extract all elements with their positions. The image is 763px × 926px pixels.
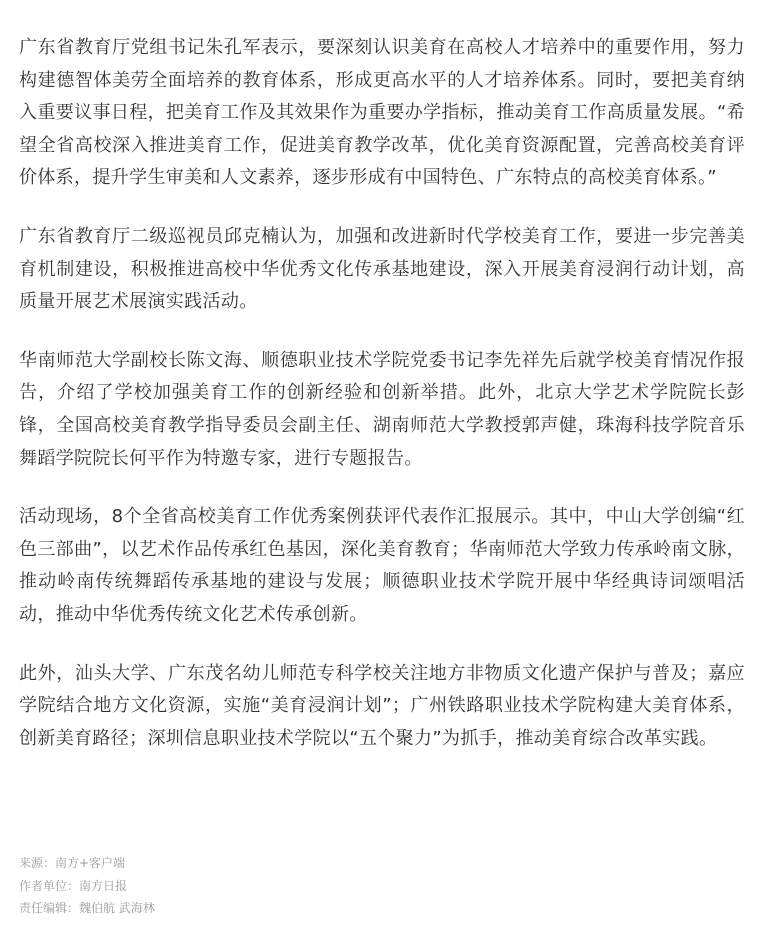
paragraph-2: 广东省教育厅二级巡视员邱克楠认为，加强和改进新时代学校美育工作，要进一步完善美育机制建设，积极推进高校中华优秀文化传承基地建设，深入开展美育浸润行动计划，高质量开展艺术展演实践活动。 bbox=[19, 225, 745, 313]
source-line: 来源：南方+客户端 bbox=[19, 856, 126, 870]
paragraph-3: 华南师范大学副校长陈文海、顺德职业技术学院党委书记李先祥先后就学校美育情况作报告，介绍了学校加强美育工作的创新经验和创新举措。此外，北京大学艺术学院院长彭锋，全国高校美育教学指导委员会副主任、湖南师范大学教授郭声健，珠海科技学院音乐舞蹈学院院长何平作为特邀专家，进行专题报告。 bbox=[19, 349, 745, 469]
editor-line: 责任编辑：魏伯航 武海林 bbox=[19, 901, 155, 915]
article-meta bbox=[19, 852, 155, 920]
paragraph-4: 活动现场，8个全省高校美育工作优秀案例获评代表作汇报展示。其中，中山大学创编“红色三部曲”，以艺术作品传承红色基因，深化美育教育；华南师范大学致力传承岭南文脉，推动岭南传统舞蹈传承基地的建设与发展；顺德职业技术学院开展中华经典诗词颂唱活动，推动中华优秀传统文化艺术传承创新。 bbox=[19, 506, 745, 625]
paragraph-5: 此外，汕头大学、广东茂名幼儿师范专科学校关注地方非物质文化遗产保护与普及；嘉应学院结合地方文化资源，实施“美育浸润计划”；广州铁路职业技术学院构建大美育体系，创新美育路径；深圳信息职业技术学院以“五个聚力”为抓手，推动美育综合改革实践。 bbox=[19, 662, 745, 749]
paragraph-1: 广东省教育厅党组书记朱孔军表示，要深刻认识美育在高校人才培养中的重要作用，努力构建德智体美劳全面培养的教育体系，形成更高水平的人才培养体系。同时，要把美育纳入重要议事日程，把美育工作及其效果作为重要办学指标，推动美育工作高质量发展。“希望全省高校深入推进美育工作，促进美育教学改革，优化美育资源配置，完善高校美育评价体系，提升学生审美和人文素养，逐步形成有中国特色、广东特点的高校美育体系。” bbox=[19, 37, 745, 189]
article-body bbox=[19, 32, 745, 755]
author-unit-line: 作者单位：南方日报 bbox=[19, 878, 128, 893]
